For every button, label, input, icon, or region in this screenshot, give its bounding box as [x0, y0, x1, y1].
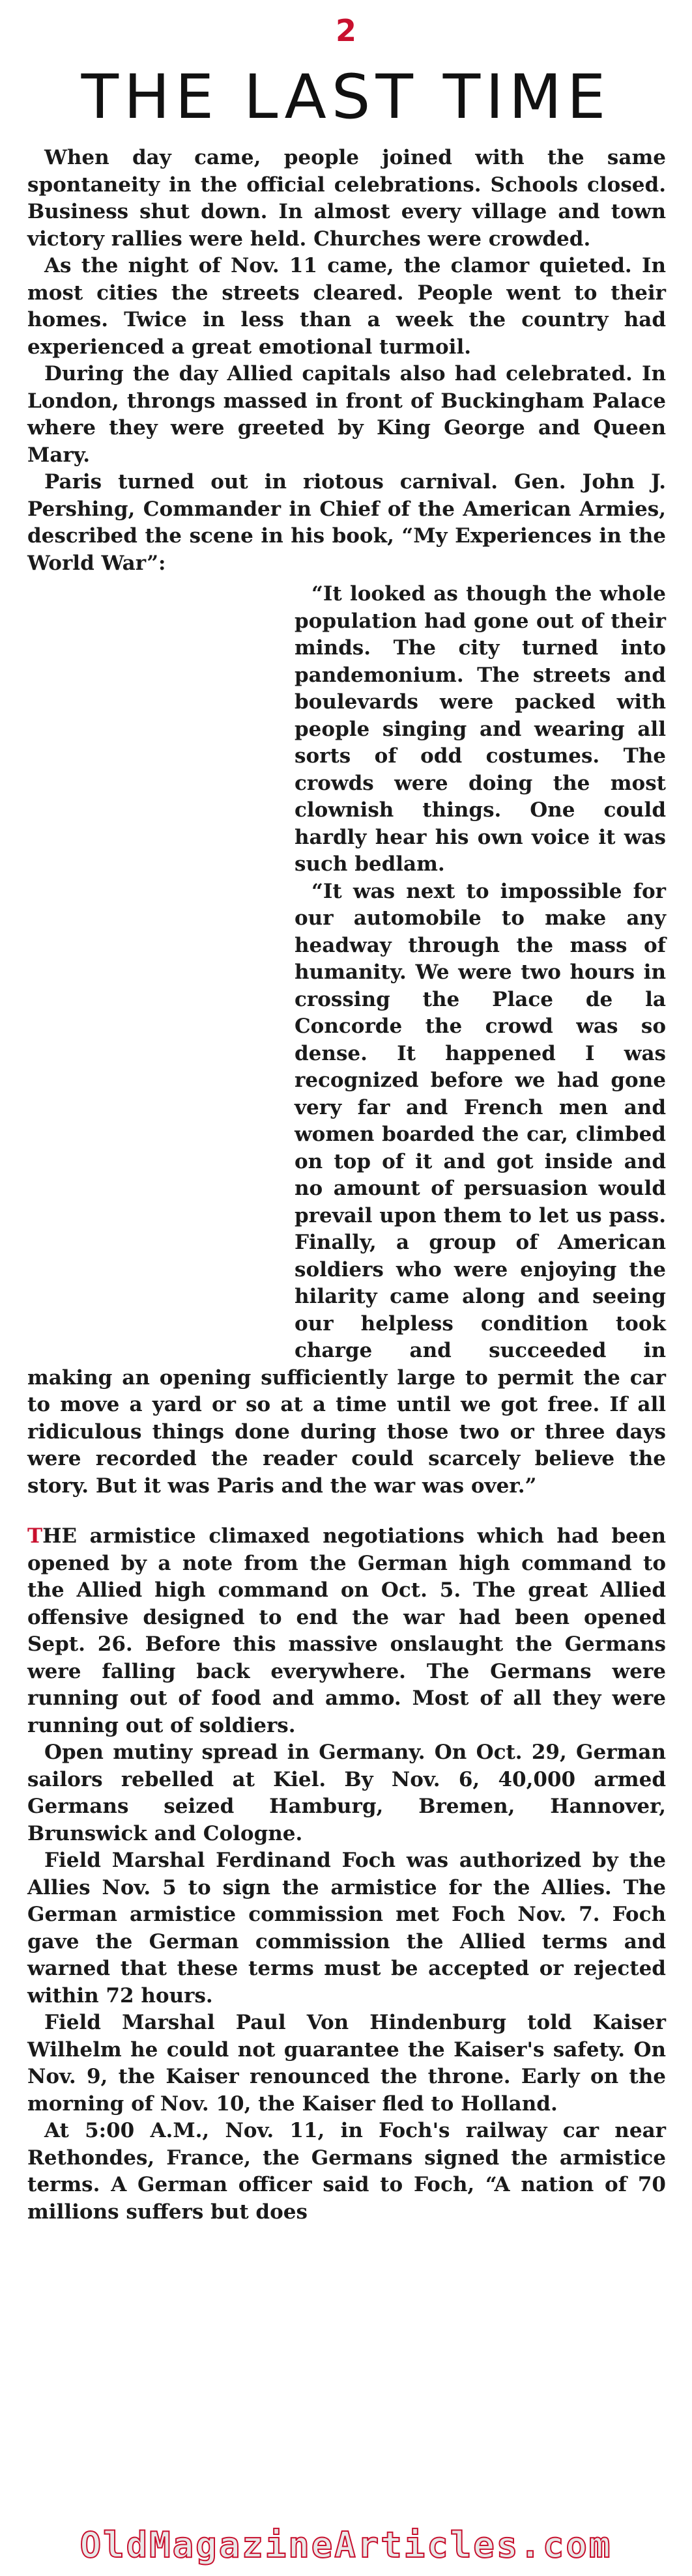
- article-body: [27, 145, 666, 2226]
- quote-paragraph-1: “It looked as though the whole population had gone out of their minds. The city turned into pandemonium. The streets and boulevards were packed with people singing and wearing all sorts of odd costumes. The crowds were doing the most clownish things. One could hardly hear his own voice it was such bedlam.: [295, 582, 666, 876]
- page-number: 2: [335, 13, 356, 48]
- intro-paragraph-4: Paris turned out in riotous carnival. Gen. John J. Pershing, Commander in Chief of the American Armies, described the scene in his book, “My Experiences in the World War”:: [27, 470, 666, 575]
- intro-paragraph-2: As the night of Nov. 11 came, the clamor quieted. In most cities the streets cleared. People went to their homes. Twice in less than a week the country had experienced a great emotional turmoil.: [27, 254, 666, 359]
- drop-cap: T: [27, 1524, 43, 1548]
- quote-indent-spacer: [27, 581, 295, 1359]
- intro-paragraph-3: During the day Allied capitals also had celebrated. In London, throngs massed in front of Buckingham Palace where they were greeted by King George and Queen Mary.: [27, 362, 666, 467]
- article-headline: THE LAST TIME: [81, 62, 611, 133]
- section2-first-paragraph: [27, 1523, 666, 1739]
- pershing-quote: [27, 581, 666, 1500]
- section2-paragraph-2: Field Marshal Ferdinand Foch was authorized by the Allies Nov. 5 to sign the armistice for the Allies. The German armistice commission met Foch Nov. 7. Foch gave the German commission the Allied terms and warned that these terms must be accepted or rejected within 72 hours.: [27, 1849, 666, 2008]
- section-divider: [27, 1500, 666, 1523]
- section2-first-text: HE armistice climaxed negotiations which had been opened by a note from the German high command to the Allied high command on Oct. 5. The great Allied offensive designed to end the war had been opened Sept. 26. Before this massive onslaught the Germans were falling back everywhere. The Germans were running out of food and ammo. Most of all they were running out of soldiers.: [27, 1524, 666, 1737]
- quote-paragraph-2: “It was next to impossible for our automobile to make any headway through the mass of humanity. We were two hours in crossing the Place de la Concorde the crowd was so dense. It happened I was recognized before we had gone very far and French men and women boarded the car, climbed on top of it and got inside and no amount of persuasion would prevail upon them to let us pass. Finally, a group of American soldiers who were enjoying the hilarity came along and seeing our helpless condition took charge and succeeded in making an opening sufficiently large to permit the car to move a yard or so at a time until we got free. If all ridiculous things done during those two or three days were recorded the reader could scarcely believe the story. But it was Paris and the war was over.”: [27, 879, 666, 1498]
- section2-paragraph-1: Open mutiny spread in Germany. On Oct. 29, German sailors rebelled at Kiel. By Nov. 6, 40,000 armed Germans seized Hamburg, Bremen, Hannover, Brunswick and Cologne.: [27, 1741, 666, 1845]
- section2-paragraph-3: Field Marshal Paul Von Hindenburg told Kaiser Wilhelm he could not guarantee the Kaiser's safety. On Nov. 9, the Kaiser renounced the throne. Early on the morning of Nov. 10, the Kaiser fled to Holland.: [27, 2011, 666, 2116]
- section2-paragraph-4: At 5:00 A.M., Nov. 11, in Foch's railway car near Rethondes, France, the Germans signed the armistice terms. A German officer said to Foch, “A nation of 70 millions suffers but does: [27, 2119, 666, 2224]
- intro-paragraph-1: When day came, people joined with the same spontaneity in the official celebrations. Schools closed. Business shut down. In almost every village and town victory rallies were held. Churches were crowded.: [27, 146, 666, 251]
- site-watermark: OldMagazineArticles.com: [79, 2525, 613, 2566]
